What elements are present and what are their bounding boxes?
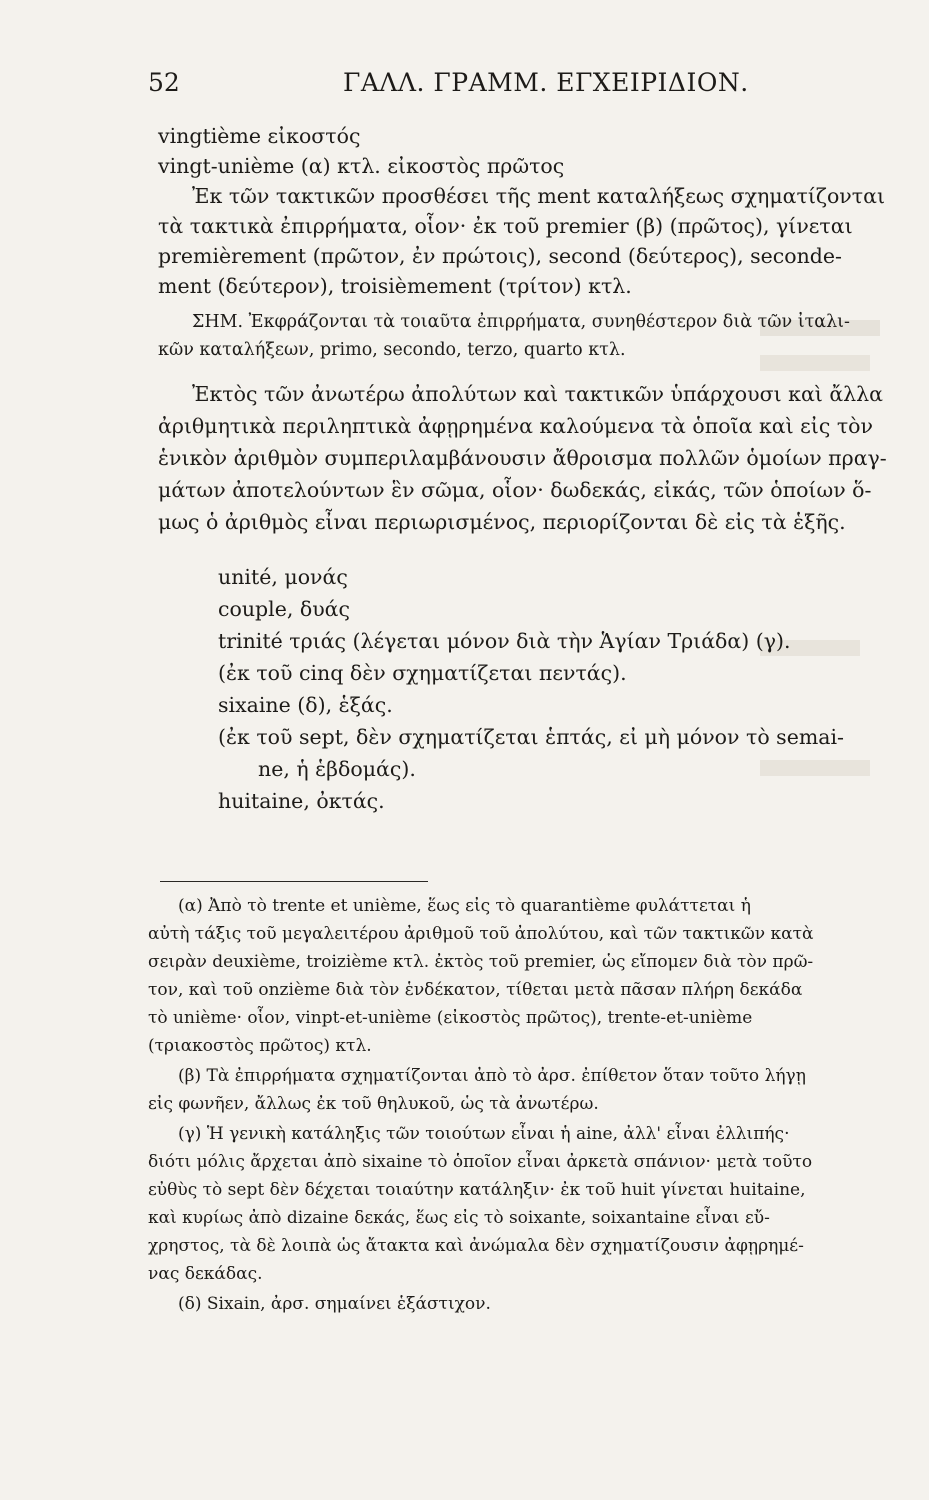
footnote-line: (β) Τὰ ἐπιρρήματα σχηματίζονται ἀπὸ τὸ ἀρσ. ἐπίθετον ὅταν τοῦτο λήγῃ — [178, 1066, 806, 1086]
running-title: ΓΑΛΛ. ΓΡΑΜΜ. ΕΓΧΕΙΡΙΔΙΟΝ. — [343, 68, 749, 97]
text-line: vingtième εἰκοστός — [158, 124, 361, 148]
footnote-line: τον, καὶ τοῦ onzième διὰ τὸν ἑνδέκατον, τίθεται μετὰ πᾶσαν πλήρη δεκάδα — [148, 980, 803, 1000]
footnote-line: διότι μόλις ἄρχεται ἀπὸ sixaine τὸ ὁποῖον εἶναι ἀρκετὰ σπάνιον· μετὰ τοῦτο — [148, 1152, 813, 1172]
list-item: sixaine (δ), ἑξάς. — [218, 693, 393, 717]
text-line: ἑνικὸν ἀριθμὸν συμπεριλαμβάνουσιν ἄθροισμα πολλῶν ὁμοίων πραγ- — [158, 446, 887, 470]
footnote-rule — [160, 881, 428, 882]
text-line: μως ὁ ἀριθμὸς εἶναι περιωρισμένος, περιορίζονται δὲ εἰς τὰ ἑξῆς. — [158, 510, 846, 534]
footnote-line: (α) Ἀπὸ τὸ trente et unième, ἕως εἰς τὸ quarantième φυλάττεται ἡ — [178, 896, 751, 916]
page-header — [148, 68, 888, 104]
text-line: vingt-unième (α) κτλ. εἰκοστὸς πρῶτος — [158, 154, 565, 178]
footnote-line: καὶ κυρίως ἀπὸ dizaine δεκάς, ἕως εἰς τὸ soixante, soixantaine εἶναι εὔ- — [148, 1208, 770, 1228]
text-line: premièrement (πρῶτον, ἐν πρώτοις), second (δεύτερος), seconde- — [158, 244, 842, 268]
footnote-line: (γ) Ἡ γενικὴ κατάληξις τῶν τοιούτων εἶναι ἡ aine, ἀλλ' εἶναι ἐλλιπής· — [178, 1124, 790, 1144]
footnote-line: (τριακοστὸς πρῶτος) κτλ. — [148, 1036, 372, 1056]
text-line: Ἐκτὸς τῶν ἀνωτέρω ἀπολύτων καὶ τακτικῶν ὑπάρχουσι καὶ ἄλλα — [192, 382, 884, 406]
list-item: (ἐκ τοῦ sept, δὲν σχηματίζεται ἑπτάς, εἰ μὴ μόνον τὸ semai- — [218, 725, 844, 749]
list-item: unité, μονάς — [218, 565, 348, 589]
text-line: ment (δεύτερον), troisièmement (τρίτον) κτλ. — [158, 274, 632, 298]
footnote-line: χρηστος, τὰ δὲ λοιπὰ ὡς ἄτακτα καὶ ἀνώμαλα δὲν σχηματίζουσιν ἀφῃρημέ- — [148, 1236, 804, 1256]
note-line: ΣΗΜ. Ἐκφράζονται τὰ τοιαῦτα ἐπιρρήματα, συνηθέστερον διὰ τῶν ἰταλι- — [192, 312, 850, 332]
footnote-line: αὐτὴ τάξις τοῦ μεγαλειτέρου ἀριθμοῦ τοῦ ἀπολύτου, καὶ τῶν τακτικῶν κατὰ — [148, 924, 814, 944]
list-item: couple, δυάς — [218, 597, 350, 621]
list-item: ne, ἡ ἑβδομάς). — [258, 757, 416, 781]
list-item: (ἐκ τοῦ cinq δὲν σχηματίζεται πεντάς). — [218, 661, 627, 685]
text-line: ἀριθμητικὰ περιληπτικὰ ἀφῃρημένα καλούμενα τὰ ὁποῖα καὶ εἰς τὸν — [158, 414, 873, 438]
footnote-line: (δ) Sixain, ἀρσ. σημαίνει ἑξάστιχον. — [178, 1294, 491, 1314]
footnote-line: τὸ unième· οἷον, vinpt-et-unième (εἰκοστὸς πρῶτος), trente-et-unième — [148, 1008, 753, 1028]
text-line: τὰ τακτικὰ ἐπιρρήματα, οἷον· ἐκ τοῦ premier (β) (πρῶτος), γίνεται — [158, 214, 853, 238]
footnote-line: εἰς φωνῆεν, ἄλλως ἐκ τοῦ θηλυκοῦ, ὡς τὰ ἀνωτέρω. — [148, 1094, 599, 1114]
footnote-line: νας δεκάδας. — [148, 1264, 263, 1284]
text-line: Ἐκ τῶν τακτικῶν προσθέσει τῆς ment καταλήξεως σχηματίζονται — [192, 184, 885, 208]
text-line: μάτων ἀποτελούντων ἓν σῶμα, οἷον· δωδεκάς, εἰκάς, τῶν ὁποίων ὅ- — [158, 478, 872, 502]
footnote-line: σειρὰν deuxième, troizième κτλ. ἐκτὸς τοῦ premier, ὡς εἴπομεν διὰ τὸν πρῶ- — [148, 952, 814, 972]
page-number: 52 — [148, 68, 180, 97]
list-item: trinité τριάς (λέγεται μόνον διὰ τὴν Ἁγίαν Τριάδα) (γ). — [218, 629, 791, 653]
footnote-line: εὐθὺς τὸ sept δὲν δέχεται τοιαύτην κατάληξιν· ἐκ τοῦ huit γίνεται huitaine, — [148, 1180, 806, 1200]
note-line: κῶν καταλήξεων, primo, secondo, terzo, quarto κτλ. — [158, 340, 626, 360]
list-item: huitaine, ὀκτάς. — [218, 789, 385, 813]
